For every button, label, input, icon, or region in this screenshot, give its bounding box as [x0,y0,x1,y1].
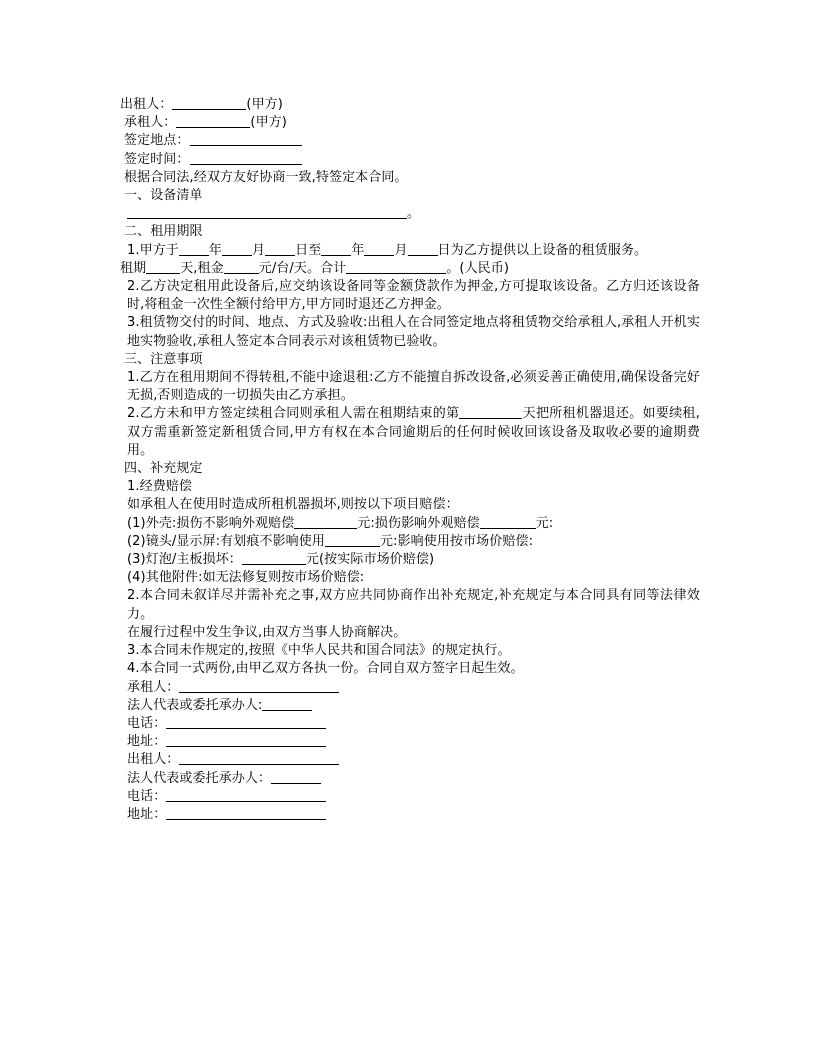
dispute-line: 在履行过程中发生争议,由双方当事人协商解决。 [127,624,407,640]
fill-in-blank [166,806,326,820]
text-segment: 承租人： [127,679,180,695]
return-day-blank [459,405,522,419]
fill-in-blank [166,715,326,729]
fill-in-blank [146,260,180,274]
bulb-compensation-line [120,551,700,569]
lessor-blank [172,96,246,110]
text-segment: 。 [407,206,421,222]
contract-body [120,96,700,824]
subsection-heading: 1.经费赔偿 [127,479,193,495]
fill-in-blank [346,260,446,274]
accessory-compensation-line: (4)其他附件:如无法修复则按市场价赔偿: [127,570,365,586]
text-segment: 签定地点： [124,133,190,149]
text-segment: 元: [535,515,554,531]
text-segment: 电话： [127,788,167,804]
text-segment: 天,租金 [180,260,224,276]
text-segment: 出租人： [127,752,180,768]
fill-in-blank [222,242,252,256]
text-segment: 。(人民币) [446,260,510,276]
fill-in-blank [321,242,351,256]
lessor-sign-line [120,751,700,769]
text-segment: (甲方) [246,97,283,112]
delivery-paragraph: 3.租赁物交付的时间、地点、方式及验收:出租人在合同签定地点将租赁物交给承租人,承租人开机实地实物验收,承租人签定本合同表示对该租赁物已验收。 [127,315,700,349]
text-segment: 日为乙方提供以上设备的租赁服务。 [437,242,648,258]
fill-in-blank [166,733,326,747]
text-segment: 年 [208,242,223,258]
sign-place-blank [190,132,302,146]
text-segment: 月 [252,242,266,258]
text-segment: 地址： [127,806,167,822]
text-segment: (甲方) [250,115,287,131]
no-sublease-paragraph: 1.乙方在租用期间不得转租,不能中途退租:乙方不能擅自拆改设备,必须妥善正确使用,确保设备完好无损,否则造成的一切损失由乙方承担。 [127,370,700,404]
text-segment: 元/台/天。合计 [258,260,347,276]
lessee-blank [176,114,250,128]
text-segment: 出租人： [120,97,173,112]
fill-in-blank [265,242,295,256]
text-segment: 地址： [127,734,167,750]
text-segment: 承租人： [124,115,177,131]
law-line: 3.本合同未作规定的,按照《中华人民共和国合同法》的规定执行。 [127,643,511,659]
equipment-list-blank [127,205,407,219]
text-segment: 日至 [295,242,322,258]
fill-in-blank [179,751,339,765]
text-segment: (3)灯泡/主板损坏： [127,552,242,568]
fill-in-blank [480,515,536,529]
sign-time-line [120,151,700,169]
lessor-address-line [120,806,700,824]
text-segment: 租期 [120,260,147,276]
fill-in-blank [271,770,321,784]
lessee-phone-line [120,715,700,733]
copies-line: 4.本合同一式两份,由甲乙双方各执一份。合同自双方签字日起生效。 [127,661,524,677]
section-heading: 一、设备清单 [124,188,203,204]
section-heading: 四、补充规定 [124,461,203,477]
sign-place-line [120,132,700,150]
lessor-phone-line [120,788,700,806]
fill-in-blank [364,242,394,256]
text-segment: (1)外壳:损伤不影响外观赔偿 [127,515,295,531]
equipment-list-line [120,205,700,223]
screen-compensation-line [120,533,700,551]
fill-in-blank [242,551,306,565]
lessee-sign-line [120,679,700,697]
fill-in-blank [224,260,259,274]
fill-in-blank [262,697,312,711]
sign-time-blank [190,151,302,165]
intro-text: 根据合同法,经双方友好协商一致,特签定本合同。 [124,169,408,185]
text-segment: 2.乙方未和甲方签定续租合同则承租人需在租期结束的第 [127,406,460,422]
fill-in-blank [325,533,380,547]
text-segment: 法人代表或委托承办人: [127,697,263,713]
supplement-paragraph: 2.本合同未叙详尽并需补充之事,双方应共同协商作出补充规定,补充规定与本合同具有同等法律效力。 [127,588,700,622]
lessee-line [120,114,700,132]
compensation-intro: 如承租人在使用时造成所租机器损坏,则按以下项目赔偿： [127,497,459,513]
fill-in-blank [408,242,438,256]
text-segment: 1.甲方于 [127,242,179,258]
section-heading: 二、租用期限 [124,224,203,240]
fill-in-blank [294,515,357,529]
lessee-rep-line [120,697,700,715]
text-segment: (2)镜头/显示屏:有划痕不影响使用 [127,533,325,549]
renewal-paragraph [120,405,700,460]
text-segment: 天把所租机器退还。如要续租,双方需重新签定新租赁合同,甲方有权在本合同逾期后的任何时候收回该设备及取收必要的逾期费用。 [127,406,700,458]
text-segment: 元:影响使用按市场价赔偿: [379,533,534,549]
text-segment: 电话： [127,715,167,731]
fill-in-blank [179,242,209,256]
lessor-line [120,96,700,114]
text-segment: 法人代表或委托承办人： [127,770,272,786]
fill-in-blank [179,679,339,693]
fill-in-blank [166,788,326,802]
rental-period-line [120,242,700,260]
lessee-address-line [120,733,700,751]
casing-compensation-line [120,515,700,533]
rent-line [120,260,700,278]
text-segment: 元:损伤影响外观赔偿 [357,515,480,531]
section-heading: 三、注意事项 [124,351,203,367]
text-segment: 年 [351,242,365,258]
text-segment: 元(按实际市场价赔偿) [305,552,435,568]
lessor-rep-line [120,770,700,788]
text-segment: 签定时间： [124,151,190,167]
text-segment: 月 [394,242,408,258]
deposit-paragraph: 2.乙方决定租用此设备后,应交纳该设备同等金额贷款作为押金,方可提取该设备。乙方归还该设备时,将租金一次性全额付给甲方,甲方同时退还乙方押金。 [127,279,700,313]
